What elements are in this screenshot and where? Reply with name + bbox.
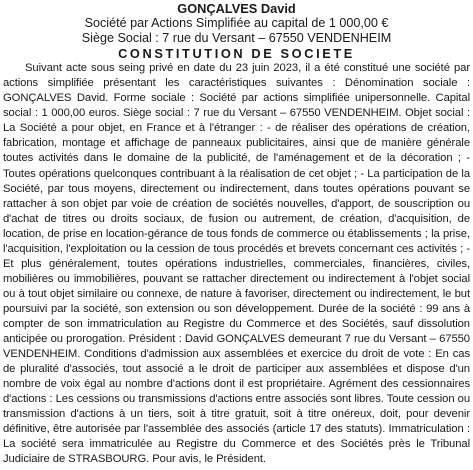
head-office: Siège Social : 7 rue du Versant – 67550 VENDENHEIM <box>81 31 392 46</box>
notice-body: Suivant acte sous seing privé en date du 23 juin 2023, il a été constitué une société par actions simplifiée présentant les caractéristiques suivantes : Dénomination sociale : GONÇALVES David. Forme sociale : Société par actions simplifiée unipersonnelle. Capital social : 1 000,00 euros. Siège social : 7 rue du Versant – 67550 VENDENHEIM. Objet social : La Société a pour objet, en France et à l'étranger : - de réaliser des opérations de création, fabrication, montage et affichage de panneaux publicitaires, ainsi que de manière générale toutes activités dans le domaine de la publicité, de l'aménagement et de la décoration ; - Toutes opérations quelconques contribuant à la réalisation de cet objet ; - La participation de la Société, par tous moyens, directement ou indirectement, dans toutes opérations pouvant se rattacher à son objet par voie de création de sociétés nouvelles, d'apport, de souscription ou d'achat de titres ou droits sociaux, de fusion ou autrement, de création, d'acquisition, de location, de prise en location-gérance de tous fonds de commerce ou établissements ; la prise, l'acquisition, l'exploitation ou la cession de tous procédés et brevets concernant ces activités ; - Et plus généralement, toutes opérations industrielles, commerciales, financières, civiles, mobilières ou immobilières, pouvant se rattacher directement ou indirectement à l'objet social ou à tout objet similaire ou connexe, de nature à favoriser, directement ou indirectement, le but poursuivi par la société, son extension ou son développement. Durée de la société : 99 ans à compter de son immatriculation au Registre du Commerce et des Sociétés, sauf dissolution anticipée ou prorogation. Président : David GONÇALVES demeurant 7 rue du Versant – 67550 VENDENHEIM. Conditions d'admission aux assemblées et exercice du droit de vote : En cas de pluralité d'associés, tout associé a le droit de participer aux assemblées et dispose d'un nombre de voix égal au nombre d'actions dont il est propriétaire. Agrément des cessionnaires d'actions : Les cessions ou transmissions d'actions entre associés sont libres. Toute cession ou transmission d'actions à un tiers, soit à titre gratuit, soit à titre onéreux, doit, pour devenir définitive, être autorisée par l'assemblée des associés (article 17 des statuts). Immatriculation : La société sera immatriculée au Registre du Commerce et des Sociétés près le Tribunal Judiciaire de STRASBOURG. Pour avis, le Président. <box>3 62 470 466</box>
notice-heading: CONSTITUTION DE SOCIETE <box>118 46 355 62</box>
company-form: Société par Actions Simplifiée au capital de 1 000,00 € <box>84 16 389 31</box>
company-name: GONÇALVES David <box>177 1 296 16</box>
legal-notice <box>3 1 470 467</box>
